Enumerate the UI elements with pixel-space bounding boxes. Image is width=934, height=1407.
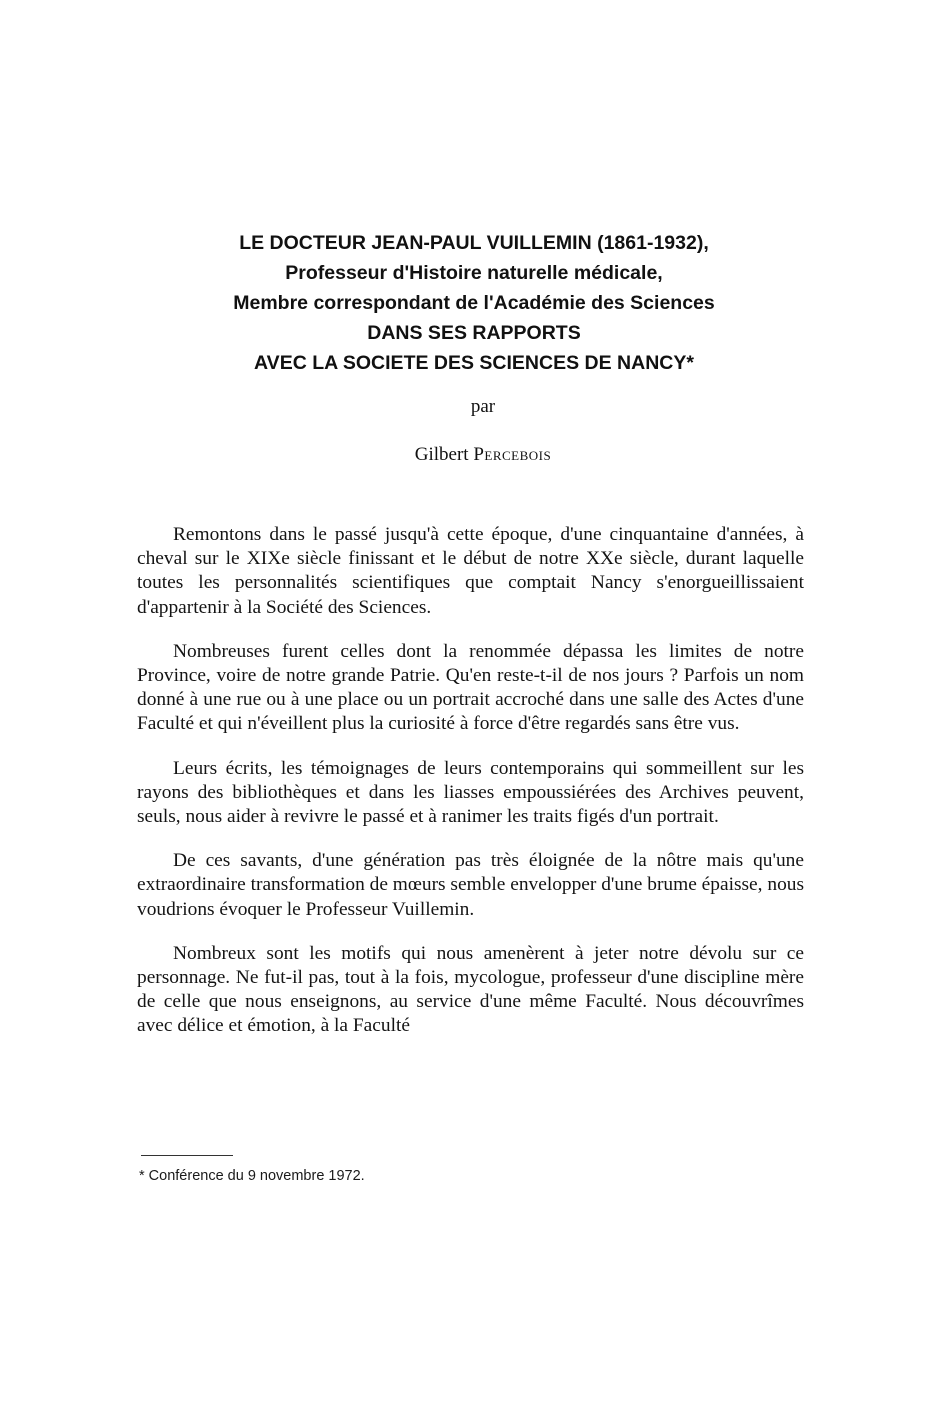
title-line-2: Professeur d'Histoire naturelle médicale, [285,262,663,284]
article-title [0,228,934,378]
byline-par: par [470,396,496,417]
title-line-3: Membre correspondant de l'Académie des Sciences [233,292,715,314]
paragraph-2: Nombreuses furent celles dont la renommée dépassa les limites de notre Province, voire de notre grande Patrie. Qu'en reste-t-il de nos jours ? Parfois un nom donné à une rue ou à une place ou un portrait accroché dans une salle des Actes d'une Faculté et qui n'éveillent plus la curiosité à force d'être regardés sans être vus. [137,640,804,735]
footnote-divider [141,1155,233,1156]
paragraph-5: Nombreux sont les motifs qui nous amenèrent à jeter notre dévolu sur ce personnage. Ne fut-il pas, tout à la fois, mycologue, professeur d'une discipline mère de celle que nous enseignons, au service d'une même Faculté. Nous découvrîmes avec délice et émotion, à la Faculté [137,942,804,1037]
article-body [137,523,804,1059]
paragraph-3: Leurs écrits, les témoignages de leurs contemporains qui sommeillent sur les rayons des bibliothèques et dans les liasses empoussiérées des Archives peuvent, seuls, nous aider à revivre le passé et à ranimer les traits figés d'un portrait. [137,757,804,828]
paragraph-4: De ces savants, d'une génération pas très éloignée de la nôtre mais qu'une extraordinaire transformation de mœurs semble envelopper d'une brume épaisse, nous voudrions évoquer le Professeur Vuillemin. [137,850,804,920]
author-first-name: Gilbert [414,444,469,465]
footnote: * Conférence du 9 novembre 1972. [139,1168,365,1184]
author-name [0,444,934,466]
title-line-4: DANS SES RAPPORTS [367,322,581,344]
paragraph-1: Remontons dans le passé jusqu'à cette époque, d'une cinquantaine d'années, à cheval sur le XIXe siècle finissant et le début de notre XXe siècle, durant laquelle toutes les personnalités scientifiques que comptait Nancy s'enorgueillissaient d'appartenir à la Société des Sciences. [137,524,804,618]
title-line-5: AVEC LA SOCIETE DES SCIENCES DE NANCY* [254,352,694,374]
author-last-name: Percebois [473,444,552,465]
title-line-1: LE DOCTEUR JEAN-PAUL VUILLEMIN (1861-1932), [239,232,709,254]
